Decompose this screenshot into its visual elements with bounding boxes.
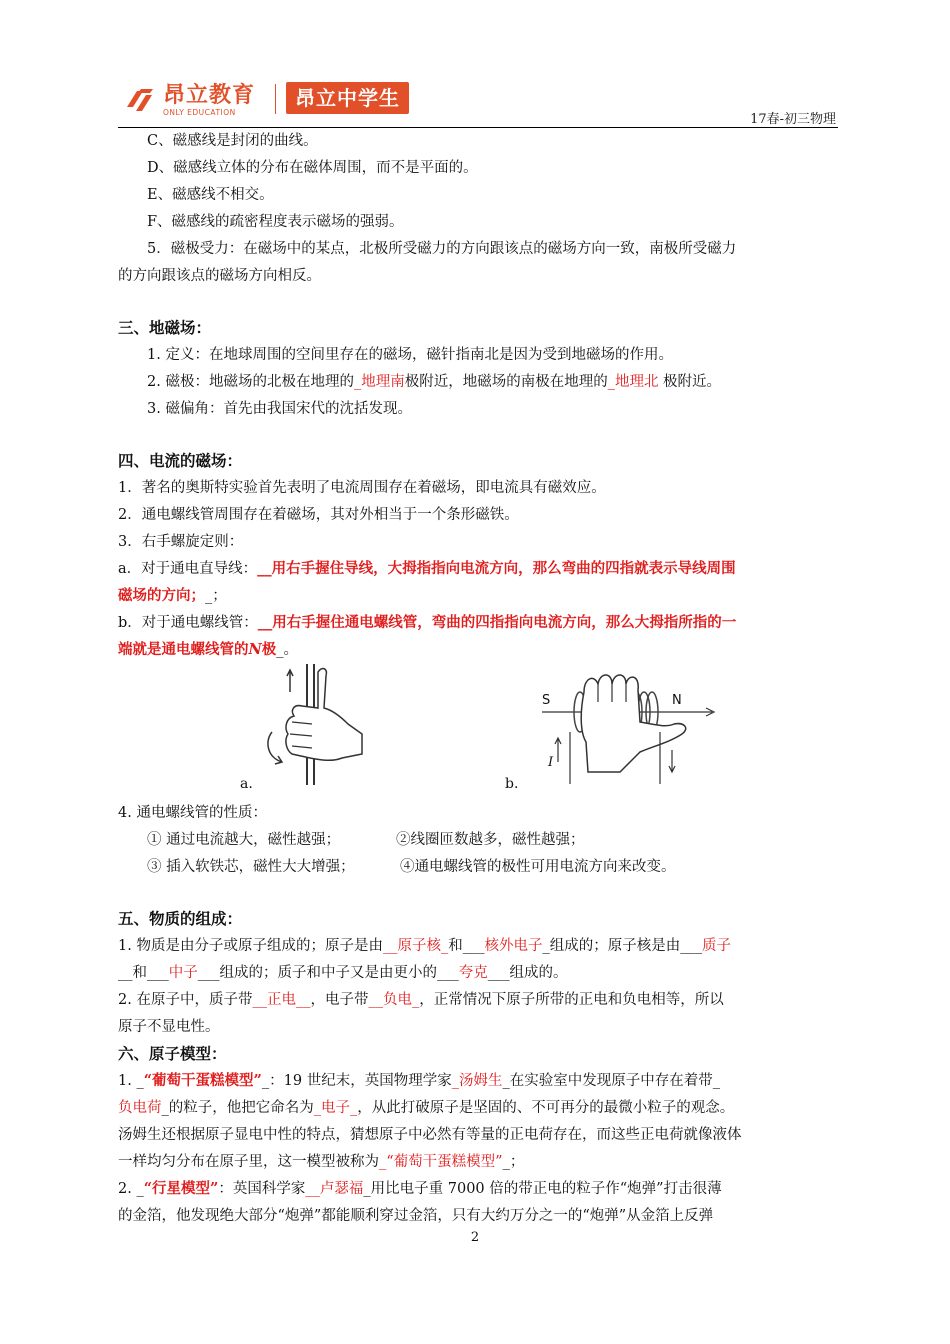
page-number: 2 — [470, 1230, 480, 1245]
only-education-logo — [123, 80, 255, 120]
answer: 质子 — [701, 938, 731, 954]
section-heading: 五、物质的组成： — [118, 909, 243, 928]
text-line: a．对于通电直导线：__用右手握住导线，大拇指指向电流方向，那么弯曲的四指就表示导线周围 — [118, 560, 736, 577]
text-line: ① 通过电流越大，磁性越强； — [147, 832, 341, 848]
answer: __负电_ — [368, 992, 420, 1008]
text-line: 1. 物质是由分子或原子组成的；原子是由__原子核_和___核外电子_组成的；原子核是由___质子 — [118, 938, 731, 954]
answer: __用右手握住导线，大拇指指向电流方向，那么弯曲的四指就表示导线周围 — [257, 560, 736, 577]
text-line: ④通电螺线管的极性可用电流方向来改变。 — [400, 859, 676, 875]
header-rule — [118, 127, 838, 128]
text-line: 原子不显电性。 — [118, 1019, 220, 1035]
text-line: 2. 磁极：地磁场的北极在地理的_地理南极附近，地磁场的南极在地理的_地理北 极附近。 — [147, 374, 722, 390]
answer: _地理北 — [607, 374, 659, 390]
brand-name-cn: 昂立教育 — [163, 82, 256, 108]
text-line: 3．右手螺旋定则： — [118, 534, 244, 550]
text-line: 汤姆生还根据原子显电中性的特点，猜想原子中必然有等量的正电荷存在，而这些正电荷就像液体 — [118, 1127, 742, 1143]
section-heading: 六、原子模型： — [118, 1044, 227, 1063]
text-line: 4. 通电螺线管的性质： — [118, 805, 267, 821]
answer: 核外电子 — [484, 938, 543, 954]
text-line: C、磁感线是封闭的曲线。 — [147, 133, 318, 149]
figure-label-b: b. — [505, 776, 519, 792]
answer: 中子 — [168, 965, 198, 981]
answer: _汤姆生 — [451, 1073, 503, 1089]
text-line: 磁场的方向；_； — [118, 587, 227, 604]
course-label: 17春-初三物理 — [750, 112, 836, 127]
text-line: 一样均匀分布在原子里，这一模型被称为_“葡萄干蛋糕模型”_； — [118, 1154, 525, 1170]
sub-brand-badge: 昂立中学生 — [286, 82, 409, 114]
pole-n-label: N — [672, 693, 682, 708]
text-line: 的金箔，他发现绝大部分“炮弹”都能顺利穿过金箔，只有大约万分之一的“炮弹”从金箔上反弹 — [118, 1208, 714, 1224]
text-line: 3. 磁偏角：首先由我国宋代的沈括发现。 — [147, 401, 412, 417]
brand-name-en: ONLY EDUCATION — [163, 107, 236, 117]
text-line: 端就是通电螺线管的N极_。 — [118, 641, 299, 658]
text-line: 负电荷_的粒子，他把它命名为_电子_，从此打破原子是坚固的、不可再分的最微小粒子的观念。 — [118, 1100, 735, 1116]
answer: _电子_ — [313, 1100, 358, 1116]
answer: “行星模型” — [143, 1180, 219, 1197]
text-line: 1. _“葡萄干蛋糕模型”_：19 世纪末，英国物理学家_汤姆生_在实验室中发现原子中存在着带_ — [118, 1072, 720, 1089]
answer: _“葡萄干蛋糕模型” — [379, 1154, 503, 1170]
answer: __正电__ — [252, 992, 311, 1008]
logo-divider — [275, 84, 276, 114]
text-line: 1．著名的奥斯特实验首先表明了电流周围存在着磁场，即电流具有磁效应。 — [118, 480, 606, 496]
answer: 磁场的方向； — [118, 587, 205, 604]
section-heading: 三、地磁场： — [118, 318, 212, 337]
pole-s-label: S — [542, 693, 551, 708]
text-line: b．对于通电螺线管：__用右手握住通电螺线管，弯曲的四指指向电流方向，那么大拇指所指的一 — [118, 614, 737, 631]
current-label: I — [548, 755, 554, 770]
text-line: 5．磁极受力：在磁场中的某点，北极所受磁力的方向跟该点的磁场方向一致，南极所受磁力 — [147, 241, 737, 257]
answer: 负电荷 — [118, 1100, 162, 1116]
right-hand-wire-figure — [262, 662, 367, 787]
text-line: F、磁感线的疏密程度表示磁场的强弱。 — [147, 214, 404, 230]
section-heading: 四、电流的磁场： — [118, 451, 243, 470]
answer: 端就是通电螺线管的 — [118, 641, 249, 658]
text-line: __和___中子___组成的；质子和中子又是由更小的___夸克___组成的。 — [118, 965, 568, 981]
page-header — [118, 78, 838, 130]
answer: 夸克 — [458, 965, 488, 981]
text-line: 2. _“行星模型”：英国科学家__卢瑟福_用比电子重 7000 倍的带正电的粒子作“炮弹”打击很薄 — [118, 1180, 722, 1197]
answer: __用右手握住通电螺线管，弯曲的四指指向电流方向，那么大拇指所指的一 — [257, 614, 737, 631]
right-hand-solenoid-figure — [540, 662, 720, 787]
answer: _地理南 — [353, 374, 405, 390]
figure-label-a: a. — [240, 776, 253, 792]
answer: __原子核_ — [382, 938, 449, 954]
text-line: ③ 插入软铁芯，磁性大大增强； — [147, 859, 355, 875]
answer: __卢瑟福 — [305, 1181, 364, 1197]
text-line: E、磁感线不相交。 — [147, 187, 274, 203]
text-line: 的方向跟该点的磁场方向相反。 — [118, 268, 321, 284]
brand-mark-icon — [123, 85, 157, 115]
text-line: ②线圈匝数越多，磁性越强； — [396, 832, 585, 848]
text-line: 1. 定义：在地球周围的空间里存在的磁场，磁针指南北是因为受到地磁场的作用。 — [147, 347, 673, 363]
text-line: 2. 在原子中，质子带__正电__，电子带__负电_，正常情况下原子所带的正电和负电相等，所以 — [118, 992, 724, 1008]
text-line: 2．通电螺线管周围存在着磁场，其对外相当于一个条形磁铁。 — [118, 507, 519, 523]
text-line: D、磁感线立体的分布在磁体周围，而不是平面的。 — [147, 160, 478, 176]
answer: “葡萄干蛋糕模型” — [143, 1072, 262, 1089]
